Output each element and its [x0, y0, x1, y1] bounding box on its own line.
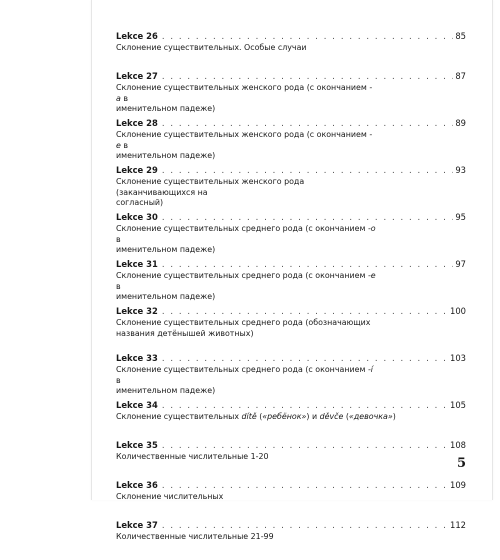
dot-leader: [162, 165, 454, 176]
page-number: 103: [450, 353, 466, 363]
lesson-title: Склонение существительных женского рода (заканчивающихся на согласный): [116, 177, 305, 207]
page-number: 109: [450, 480, 466, 490]
page-number: 87: [455, 71, 466, 81]
dot-leader: [162, 118, 454, 129]
toc-entry-lekce-28: [116, 118, 466, 165]
toc-entry-lekce-35: [116, 440, 466, 480]
lesson-title: Склонение существительных dítě («ребёнок») и děvče («девочка»): [116, 412, 396, 421]
page-number: 97: [455, 259, 466, 269]
lesson-title: Склонение существительных среднего рода (с окончанием -e в именительном падеже): [116, 271, 376, 301]
lesson-number: Lekce 34: [116, 400, 158, 410]
lesson-number: Lekce 27: [116, 71, 158, 81]
page-number: 112: [450, 520, 466, 530]
lesson-number: Lekce 28: [116, 118, 158, 128]
dot-leader: [162, 440, 448, 451]
lesson-number: Lekce 37: [116, 520, 158, 530]
lesson-title: Склонение существительных женского рода (с окончанием -e в именительном падеже): [116, 130, 373, 160]
toc-entry-lekce-29: [116, 165, 466, 212]
table-of-contents: [116, 31, 466, 560]
lesson-number: Lekce 26: [116, 31, 158, 41]
toc-entry-lekce-30: [116, 212, 466, 259]
page-number: 85: [455, 31, 466, 41]
page-number: 95: [455, 212, 466, 222]
book-page: [91, 0, 493, 541]
folio-page-number: 5: [456, 456, 466, 471]
dot-leader: [162, 259, 454, 270]
toc-entry-lekce-31: [116, 259, 466, 306]
lesson-title: Склонение существительных женского рода (с окончанием -a в именительном падеже): [116, 83, 373, 113]
lesson-title: Склонение существительных среднего рода (с окончанием -í в именительном падеже): [116, 365, 373, 395]
lesson-number: Lekce 36: [116, 480, 158, 490]
toc-entry-lekce-27: [116, 71, 466, 118]
toc-entry-lekce-32: [116, 306, 466, 353]
lesson-title: Количественные числительные 1-20: [116, 452, 269, 461]
dot-leader: [162, 31, 454, 42]
dot-leader: [162, 400, 448, 411]
toc-entry-lekce-33: [116, 353, 466, 400]
toc-entry-lekce-34: [116, 400, 466, 440]
lesson-number: Lekce 29: [116, 165, 158, 175]
lesson-number: Lekce 31: [116, 259, 158, 269]
lesson-number: Lekce 33: [116, 353, 158, 363]
lesson-number: Lekce 35: [116, 440, 158, 450]
dot-leader: [162, 212, 454, 223]
toc-entry-lekce-36: [116, 480, 466, 520]
lesson-title: Склонение существительных среднего рода (обозначающих названия детёнышей животных): [116, 318, 371, 338]
toc-entry-lekce-26: [116, 31, 466, 71]
lesson-title: Количественные числительные 21-99: [116, 532, 274, 541]
lesson-title: Склонение существительных среднего рода (с окончанием -o в именительном падеже): [116, 224, 376, 254]
lesson-number: Lekce 32: [116, 306, 158, 316]
lesson-number: Lekce 30: [116, 212, 158, 222]
dot-leader: [162, 353, 448, 364]
dot-leader: [162, 520, 448, 531]
page-number: 93: [455, 165, 466, 175]
page-number: 108: [450, 440, 466, 450]
dot-leader: [162, 480, 448, 491]
toc-entry-lekce-37: [116, 520, 466, 560]
page-number: 89: [455, 118, 466, 128]
lesson-title: Склонение существительных. Особые случаи: [116, 43, 307, 52]
page-number: 105: [450, 400, 466, 410]
dot-leader: [162, 306, 448, 317]
dot-leader: [162, 71, 454, 82]
page-number: 100: [450, 306, 466, 316]
lesson-title: Склонение числительных: [116, 492, 224, 501]
